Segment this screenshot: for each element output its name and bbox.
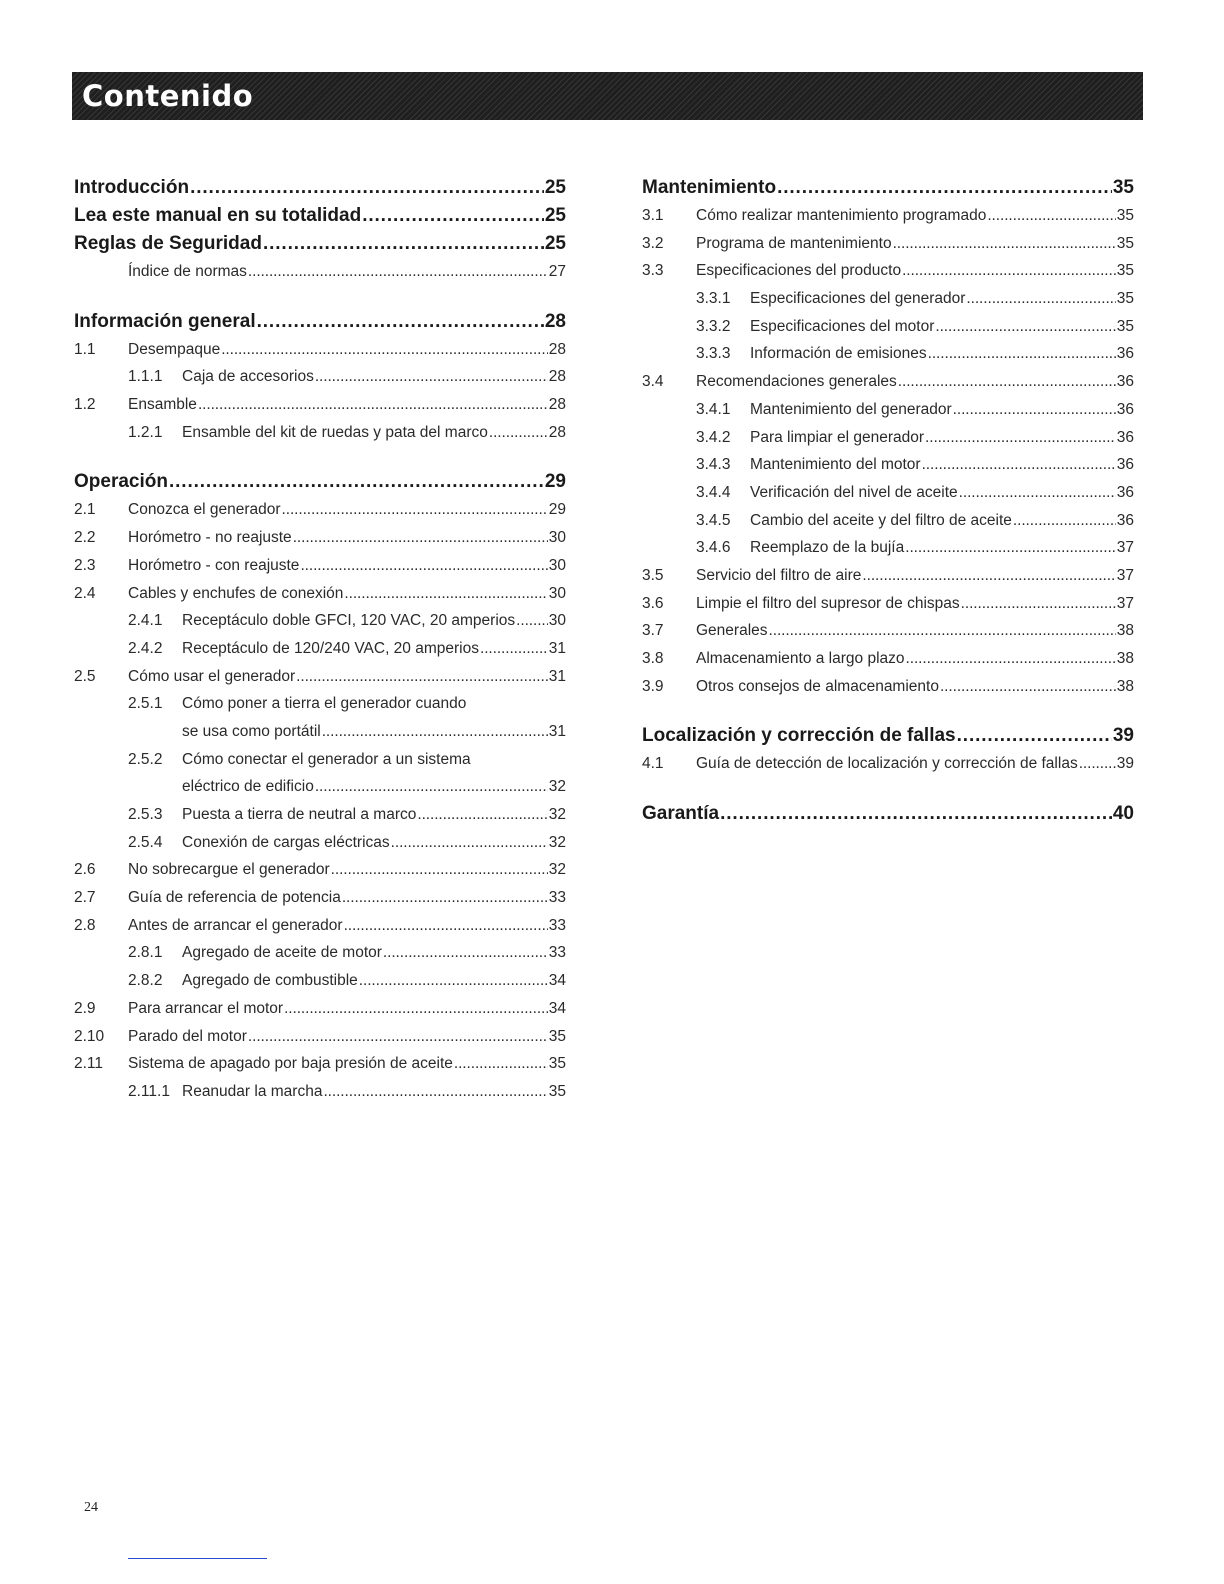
toc-entry-number: 2.6 [74, 861, 96, 879]
toc-page-number: 33 [548, 916, 566, 934]
toc-section-label: Operación [74, 471, 168, 493]
toc-entry-number: 2.10 [74, 1027, 105, 1045]
toc-entry-number: 2.5.1 [128, 695, 163, 713]
toc-entry[interactable] [74, 690, 566, 718]
toc-entry-number: 3.3.2 [696, 317, 731, 335]
toc-entry[interactable] [642, 534, 1134, 562]
toc-section-label: Información general [74, 310, 256, 332]
toc-entry-label: Para limpiar el generador [750, 428, 925, 446]
toc-entry-label: Cómo usar el generador [128, 667, 296, 685]
toc-entry-label: Especificaciones del motor [750, 317, 935, 335]
toc-entry-number: 4.1 [642, 755, 664, 773]
footer-page-number: 24 [84, 1500, 98, 1515]
toc-page-number: 33 [548, 889, 566, 907]
toc-page-number: 38 [1116, 650, 1134, 667]
toc-entry-label: Agregado de aceite de motor [182, 944, 382, 962]
toc-entry[interactable] [74, 391, 566, 419]
toc-page-number: 28 [548, 396, 566, 414]
toc-entry-label: Especificaciones del producto [696, 262, 902, 280]
toc-page-number: 37 [1116, 539, 1134, 557]
toc-entry-number: 2.5.3 [128, 806, 163, 823]
toc-entry-label: Mantenimiento del motor [750, 456, 921, 474]
toc-entry-label: Receptáculo doble GFCI, 120 VAC, 20 amperios [182, 612, 516, 630]
toc-page-number: 39 [1112, 725, 1134, 747]
toc-entry[interactable] [74, 663, 566, 691]
toc-page-number: 30 [548, 612, 566, 630]
toc-entry-label: Almacenamiento a largo plazo [696, 650, 905, 667]
toc-page-number: 28 [548, 340, 566, 358]
toc-entry[interactable] [74, 801, 566, 829]
toc-entry-number: 2.11.1 [128, 1082, 170, 1100]
toc-section-garantia[interactable] [642, 800, 1134, 828]
toc-entry-number: 3.4.6 [696, 539, 731, 557]
toc-entry-number: 2.5.4 [128, 833, 163, 851]
toc-page-number: 38 [1116, 622, 1134, 640]
toc-entry-number: 2.8 [74, 916, 96, 934]
toc-entry-number: 2.9 [74, 999, 96, 1017]
toc-section-informacion-general[interactable] [74, 308, 566, 336]
toc-entry[interactable] [74, 580, 566, 608]
toc-entry[interactable] [642, 313, 1134, 341]
toc-page-number: 36 [1116, 456, 1134, 474]
toc-page-number: 25 [544, 177, 566, 198]
toc-entry[interactable] [74, 967, 566, 995]
toc-entry-number: 3.4.1 [696, 400, 731, 418]
toc-entry-label: Especificaciones del generador [750, 290, 966, 308]
toc-page-number: 31 [548, 722, 566, 740]
toc-entry[interactable] [642, 368, 1134, 396]
toc-entry-label: Ensamble del kit de ruedas y pata del marco [182, 423, 488, 441]
toc-entry[interactable] [642, 479, 1134, 507]
toc-entry-label: Ensamble [128, 396, 197, 414]
toc-page-number: 35 [1116, 207, 1134, 224]
header-banner [72, 72, 1143, 120]
toc-entry-label: Cables y enchufes de conexión [128, 584, 344, 602]
toc-section-reglas-seguridad[interactable] [74, 230, 566, 258]
toc-entry-number: 3.6 [642, 594, 664, 612]
toc-entry-number: 2.1 [74, 501, 96, 519]
toc-entry-number: 3.3.3 [696, 345, 731, 363]
toc-page-number: 32 [548, 861, 566, 879]
toc-entry[interactable] [642, 590, 1134, 618]
toc-entry[interactable] [642, 750, 1134, 778]
toc-entry[interactable] [642, 562, 1134, 590]
toc-page-number: 35 [548, 1055, 566, 1073]
toc-page-number: 39 [1116, 755, 1134, 773]
toc-entry-number: 2.5 [74, 667, 96, 685]
toc-entry[interactable] [74, 336, 566, 364]
toc-entry-indice-normas[interactable] [74, 258, 566, 286]
toc-page-number: 25 [544, 205, 566, 226]
toc-section-operacion[interactable] [74, 468, 566, 496]
toc-entry-number: 1.1.1 [128, 368, 163, 386]
toc-entry[interactable] [74, 746, 566, 774]
toc-page-number: 36 [1116, 373, 1134, 391]
toc-entry-number: 1.1 [74, 340, 96, 358]
toc-entry[interactable] [642, 617, 1134, 645]
toc-entry[interactable] [74, 884, 566, 912]
toc-entry-continuation[interactable] [74, 718, 566, 746]
toc-entry[interactable] [642, 645, 1134, 673]
footer-divider [128, 1558, 267, 1559]
toc-entry-label: Mantenimiento del generador [750, 400, 952, 418]
toc-entry-label: Generales [696, 622, 768, 640]
toc-page-number: 30 [548, 529, 566, 547]
toc-entry-label: Verificación del nivel de aceite [750, 483, 958, 501]
toc-entry-number: 2.4 [74, 584, 96, 602]
toc-entry-number: 3.3 [642, 262, 664, 280]
toc-page-number: 35 [548, 1027, 566, 1045]
toc-entry-number: 3.4.4 [696, 483, 731, 501]
toc-entry[interactable] [74, 524, 566, 552]
toc-entry-number: 3.2 [642, 234, 664, 252]
toc-entry-number: 2.4.1 [128, 612, 163, 630]
toc-entry-label: Limpie el filtro del supresor de chispas [696, 594, 960, 612]
toc-entry-number: 3.4.3 [696, 456, 731, 474]
toc-page-number: 34 [548, 972, 566, 990]
toc-entry[interactable] [642, 673, 1134, 701]
toc-entry[interactable] [74, 363, 566, 391]
toc-entry[interactable] [74, 635, 566, 663]
toc-entry[interactable] [74, 912, 566, 940]
toc-entry[interactable] [642, 424, 1134, 452]
toc-entry-number: 2.8.1 [128, 944, 163, 962]
toc-entry-label: Antes de arrancar el generador [128, 916, 343, 934]
toc-page-number: 40 [1112, 803, 1134, 825]
toc-page-number: 36 [1116, 345, 1134, 363]
toc-page-number: 30 [548, 584, 566, 602]
toc-entry-number: 3.8 [642, 650, 664, 667]
toc-page-number: 36 [1116, 483, 1134, 501]
toc-entry[interactable] [642, 451, 1134, 479]
toc-entry-label: Sistema de apagado por baja presión de aceite [128, 1055, 453, 1073]
toc-entry-number: 2.11 [74, 1055, 104, 1073]
toc-entry[interactable] [642, 202, 1134, 230]
toc-entry-label: Cómo poner a tierra el generador cuando [182, 695, 467, 713]
toc-entry[interactable] [74, 1023, 566, 1051]
toc-page-number: 28 [548, 368, 566, 386]
toc-entry-number: 3.4.5 [696, 511, 731, 529]
toc-entry-number: 3.4.2 [696, 428, 731, 446]
toc-page-number: 32 [548, 806, 566, 823]
toc-section-label: Garantía [642, 803, 720, 825]
toc-page-number: 35 [1116, 234, 1134, 252]
toc-page-number: 35 [1112, 177, 1134, 198]
toc-entry[interactable] [74, 1078, 566, 1106]
toc-page-number: 32 [548, 778, 566, 796]
toc-entry-label: Cómo conectar el generador a un sistema [182, 750, 471, 768]
toc-entry-number: 3.4 [642, 373, 664, 391]
toc-entry-number: 2.2 [74, 529, 96, 547]
toc-page-number: 35 [1116, 290, 1134, 308]
page-title: Contenido [82, 79, 254, 113]
toc-entry-continuation[interactable] [74, 773, 566, 801]
toc-entry-label: Receptáculo de 120/240 VAC, 20 amperios [182, 639, 479, 657]
toc-entry[interactable] [74, 607, 566, 635]
toc-entry-label: se usa como portátil [182, 722, 321, 740]
toc-entry-number: 1.2.1 [128, 423, 163, 441]
toc-entry-label: Reanudar la marcha [182, 1082, 323, 1100]
toc-page-number: 28 [548, 423, 566, 441]
toc-entry[interactable] [74, 552, 566, 580]
toc-section-label: Lea este manual en su totalidad [74, 205, 362, 226]
toc-page-number: 37 [1116, 566, 1134, 584]
toc-page-number: 35 [1116, 262, 1134, 280]
toc-entry-label: Información de emisiones [750, 345, 927, 363]
toc-section-localizacion-fallas[interactable] [642, 722, 1134, 750]
toc-entry[interactable] [642, 396, 1134, 424]
toc-entry-label: Guía de referencia de potencia [128, 889, 341, 907]
toc-entry-label: eléctrico de edificio [182, 778, 314, 796]
toc-entry[interactable] [642, 340, 1134, 368]
toc-entry[interactable] [74, 1050, 566, 1078]
toc-page-number: 27 [548, 263, 566, 280]
toc-entry-label: Puesta a tierra de neutral a marco [182, 806, 417, 823]
toc-page-number: 36 [1116, 428, 1134, 446]
toc-entry-number: 3.3.1 [696, 290, 731, 308]
toc-entry-number: 2.4.2 [128, 639, 163, 657]
toc-entry[interactable] [642, 285, 1134, 313]
toc-section-mantenimiento[interactable] [642, 174, 1134, 202]
toc-page-number: 25 [544, 233, 566, 254]
toc-entry[interactable] [74, 496, 566, 524]
toc-entry-label: Índice de normas [128, 263, 247, 280]
toc-page-number: 34 [548, 999, 566, 1017]
toc-entry-label: Recomendaciones generales [696, 373, 897, 391]
toc-section-lea-manual[interactable] [74, 202, 566, 230]
toc-page-number: 29 [544, 471, 566, 493]
toc-page-number: 29 [548, 501, 566, 519]
toc-entry[interactable] [74, 939, 566, 967]
toc-page-number: 36 [1116, 511, 1134, 529]
toc-page-number: 38 [1116, 677, 1134, 695]
toc-page-number: 28 [544, 310, 566, 332]
toc-entry[interactable] [74, 856, 566, 884]
toc-left-column [74, 174, 566, 1106]
toc-entry-number: 2.5.2 [128, 750, 163, 768]
toc-page-number: 31 [548, 639, 566, 657]
toc-page-number: 35 [1116, 317, 1134, 335]
toc-entry-label: Caja de accesorios [182, 368, 314, 386]
toc-entry-number: 2.3 [74, 556, 96, 574]
toc-entry-number: 3.5 [642, 566, 664, 584]
toc-entry[interactable] [74, 419, 566, 447]
toc-section-label: Reglas de Seguridad [74, 233, 262, 254]
toc-page-number: 35 [548, 1082, 566, 1100]
toc-entry-label: Guía de detección de localización y corrección de fallas [696, 755, 1078, 773]
toc-entry-label: Conozca el generador [128, 501, 281, 519]
toc-entry-label: Otros consejos de almacenamiento [696, 677, 939, 695]
toc-page-number: 31 [548, 667, 566, 685]
toc-entry-number: 3.7 [642, 622, 664, 640]
toc-entry-label: Servicio del filtro de aire [696, 566, 862, 584]
toc-entry[interactable] [642, 257, 1134, 285]
toc-entry-label: No sobrecargue el generador [128, 861, 330, 879]
toc-section-label: Mantenimiento [642, 177, 777, 198]
toc-page-number: 32 [548, 833, 566, 851]
toc-page-number: 36 [1116, 400, 1134, 418]
toc-entry-label: Horómetro - con reajuste [128, 556, 300, 574]
toc-entry-number: 1.2 [74, 396, 96, 414]
toc-right-column [642, 174, 1134, 828]
toc-entry[interactable] [642, 230, 1134, 258]
toc-entry-label: Reemplazo de la bujía [750, 539, 905, 557]
toc-entry-label: Cómo realizar mantenimiento programado [696, 207, 987, 224]
toc-section-label: Localización y corrección de fallas [642, 725, 956, 747]
toc-page-number: 33 [548, 944, 566, 962]
toc-section-label: Introducción [74, 177, 190, 198]
toc-entry-label: Conexión de cargas eléctricas [182, 833, 390, 851]
toc-page-number: 37 [1116, 594, 1134, 612]
toc-entry[interactable] [74, 829, 566, 857]
toc-entry-number: 2.7 [74, 889, 96, 907]
toc-entry[interactable] [74, 995, 566, 1023]
toc-entry-label: Para arrancar el motor [128, 999, 284, 1017]
toc-entry-label: Parado del motor [128, 1027, 247, 1045]
toc-page-number: 30 [548, 556, 566, 574]
toc-entry-number: 2.8.2 [128, 972, 163, 990]
toc-entry-label: Horómetro - no reajuste [128, 529, 292, 547]
toc-entry-label: Desempaque [128, 340, 221, 358]
toc-entry-number: 3.9 [642, 677, 664, 695]
toc-entry-number: 3.1 [642, 207, 664, 224]
toc-section-introduccion[interactable] [74, 174, 566, 202]
toc-entry[interactable] [642, 507, 1134, 535]
toc-entry-label: Agregado de combustible [182, 972, 358, 990]
toc-entry-label: Cambio del aceite y del filtro de aceite [750, 511, 1012, 529]
toc-entry-label: Programa de mantenimiento [696, 234, 892, 252]
